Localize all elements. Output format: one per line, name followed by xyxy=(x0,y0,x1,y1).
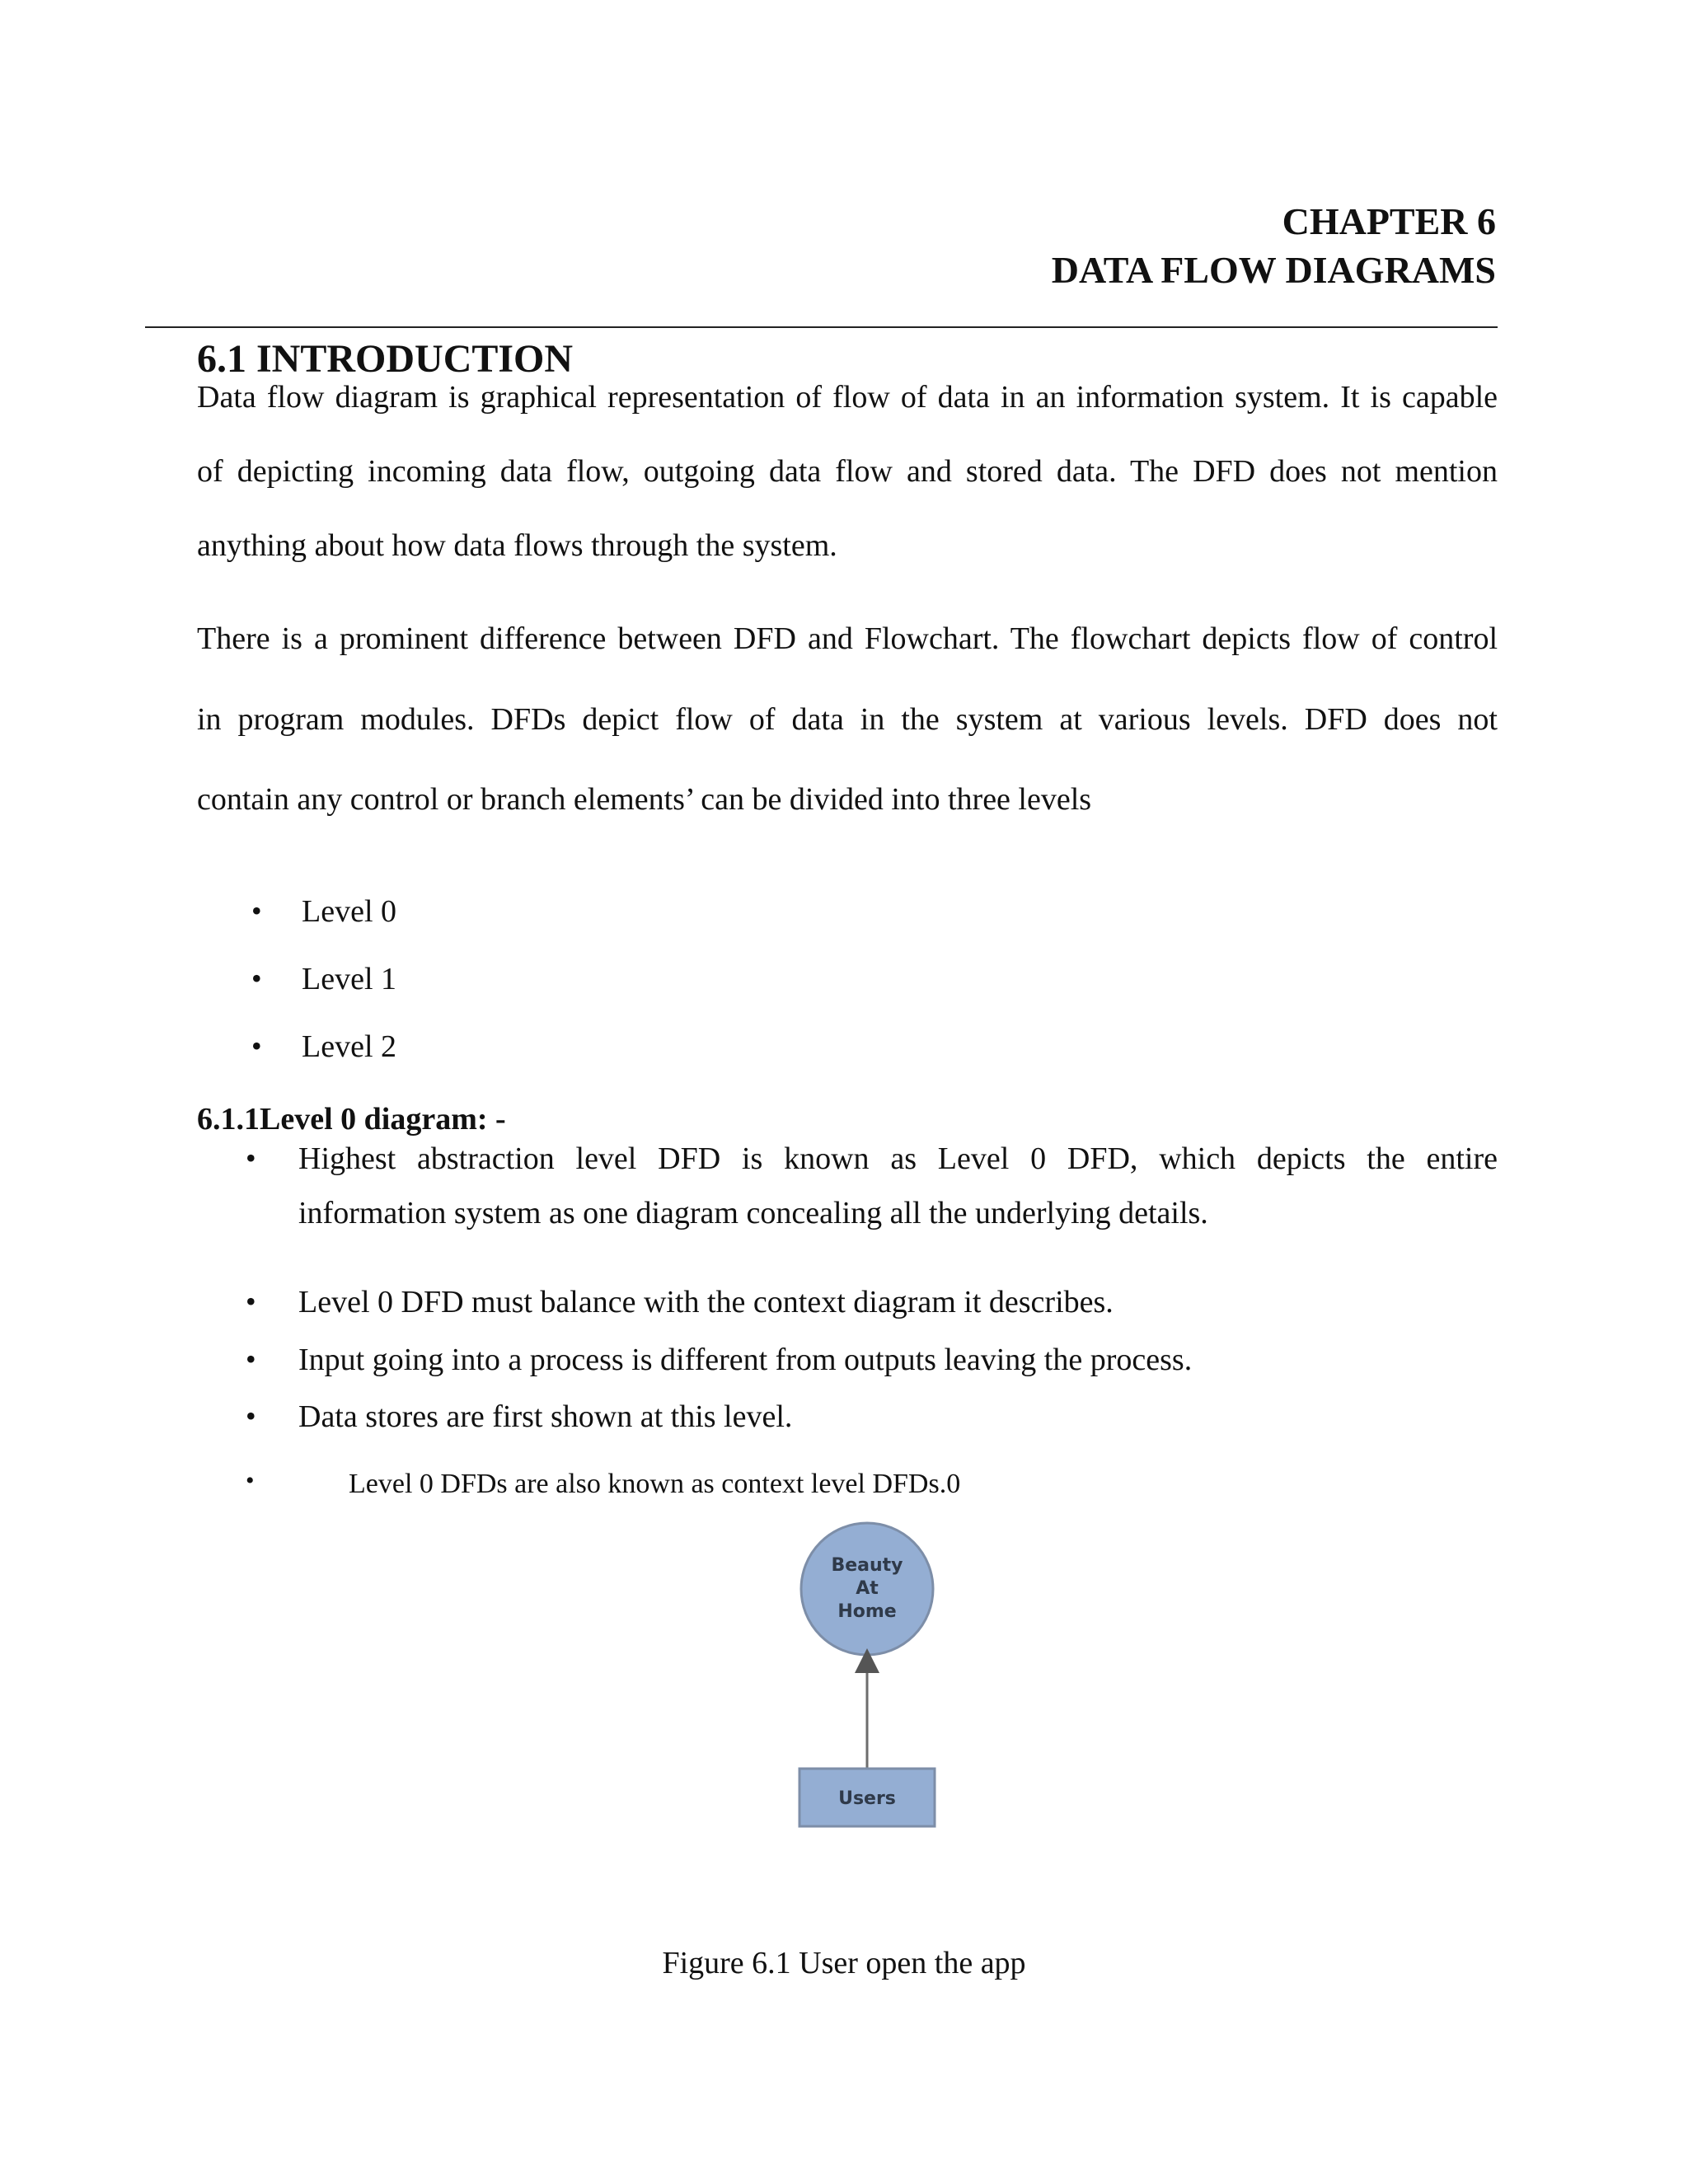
level-item: Level 1 xyxy=(302,962,397,996)
bullet: • xyxy=(246,1141,256,1174)
para1-line-2: of depicting incoming data flow, outgoing data flow and stored data. The DFD does not mention xyxy=(197,454,1498,489)
figure-caption: Figure 6.1 User open the app xyxy=(662,1946,1026,1980)
chapter-number: CHAPTER 6 xyxy=(1282,200,1496,242)
process-label-line: Beauty xyxy=(831,1555,903,1576)
para1-line-1: Data flow diagram is graphical representation of flow of data in an information system. It is capable xyxy=(197,380,1498,415)
para2-line-1: There is a prominent difference between DFD and Flowchart. The flowchart depicts flow of control xyxy=(197,621,1498,656)
context-diagram xyxy=(775,1516,973,1838)
bullet1-line-1: Highest abstraction level DFD is known as Level 0 DFD, which depicts the entire xyxy=(298,1141,1498,1176)
level-item: Level 2 xyxy=(302,1029,397,1064)
bullet-item-small: Level 0 DFDs are also known as context level DFDs.0 xyxy=(349,1469,961,1499)
para2-line-2: in program modules. DFDs depict flow of data in the system at various levels. DFD does not xyxy=(197,702,1498,737)
para2-line-3: contain any control or branch elements’ can be divided into three levels xyxy=(197,782,1092,817)
bullet: • xyxy=(251,962,262,995)
bullet1-line-2: information system as one diagram concealing all the underlying details. xyxy=(298,1196,1208,1230)
bullet-item: Level 0 DFD must balance with the context diagram it describes. xyxy=(298,1285,1114,1319)
header-rule xyxy=(145,326,1498,328)
bullet: • xyxy=(251,1029,262,1062)
bullet: • xyxy=(246,1399,256,1432)
bullet-item: Input going into a process is different from outputs leaving the process. xyxy=(298,1343,1193,1377)
bullet-item: Data stores are first shown at this level. xyxy=(298,1399,793,1434)
bullet: • xyxy=(246,1343,256,1376)
process-label-line: Home xyxy=(837,1601,897,1622)
level-item: Level 0 xyxy=(302,894,397,929)
chapter-title: DATA FLOW DIAGRAMS xyxy=(1051,249,1496,291)
bullet: • xyxy=(251,894,262,927)
bullet: • xyxy=(246,1467,255,1494)
subsection-heading: 6.1.1Level 0 diagram: - xyxy=(197,1102,506,1137)
para1-line-3: anything about how data flows through the system. xyxy=(197,528,837,563)
section-heading: 6.1 INTRODUCTION xyxy=(197,337,574,381)
entity-label: Users xyxy=(838,1788,896,1809)
process-label-line: At xyxy=(856,1578,879,1599)
bullet: • xyxy=(246,1285,256,1318)
